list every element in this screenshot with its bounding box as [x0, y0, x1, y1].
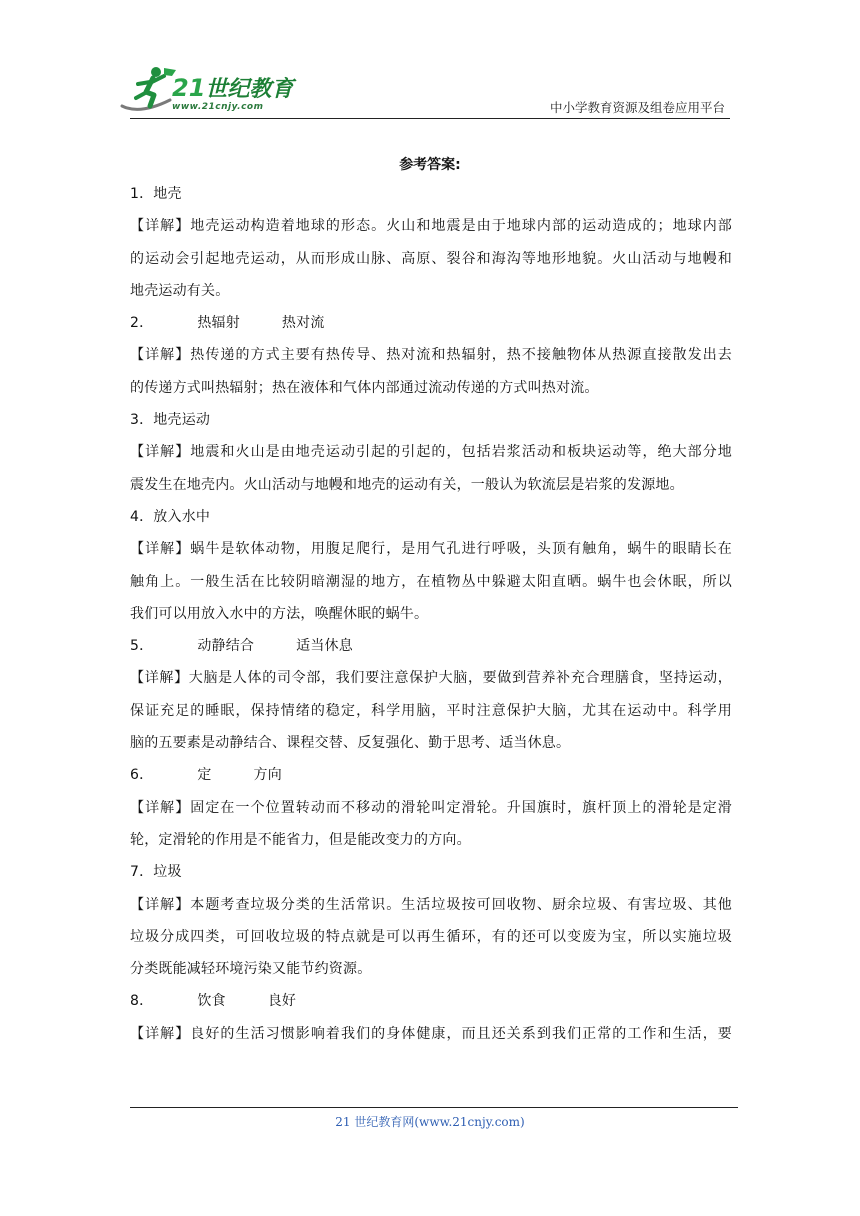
logo-wordmark — [172, 76, 293, 102]
question-8-answer-1: 饮食 — [197, 993, 226, 1010]
question-4-detail-line-2: 触角上。一般生活在比较阴暗潮湿的地方，在植物丛中躲避太阳直晒。蜗牛也会休眠，所以 — [130, 573, 732, 590]
question-5-detail-line-1: 【详解】大脑是人体的司令部，我们要注意保护大脑，要做到营养补充合理膳食，坚持运动， — [130, 670, 732, 687]
question-4-answer: 4．放入水中 — [130, 508, 211, 525]
question-7-detail-line-1: 【详解】本题考查垃圾分类的生活常识。生活垃圾按可回收物、厨余垃圾、有害垃圾、其他 — [130, 896, 732, 913]
question-7-answer: 7．垃圾 — [130, 864, 182, 881]
question-2-answer-2: 热对流 — [281, 315, 325, 332]
header-divider — [130, 118, 730, 119]
question-4-detail-line-3: 我们可以用放入水中的方法，唤醒休眠的蜗牛。 — [130, 605, 429, 622]
question-1-answer: 1．地壳 — [130, 186, 182, 202]
question-1-detail-line-1: 【详解】地壳运动构造着地球的形态。火山和地震是由于地球内部的运动造成的；地球内部 — [130, 218, 732, 235]
question-5-number: 5． — [130, 638, 154, 655]
question-5-answer-2: 适当休息 — [296, 638, 353, 655]
site-logo[interactable] — [120, 62, 295, 117]
question-4-detail-line-1: 【详解】蜗牛是软体动物，用腹足爬行，是用气孔进行呼吸，头顶有触角，蜗牛的眼睛长在 — [130, 541, 732, 558]
question-6-detail-line-1: 【详解】固定在一个位置转动而不移动的滑轮叫定滑轮。升国旗时，旗杆顶上的滑轮是定滑 — [130, 799, 732, 816]
question-6-detail-line-2: 轮，定滑轮的作用是不能省力，但是能改变力的方向。 — [130, 831, 471, 848]
question-3-answer: 3．地壳运动 — [130, 412, 211, 429]
page-header — [0, 0, 860, 120]
question-6-answer-2: 方向 — [253, 767, 282, 784]
logo-url: www.21cnjy.com — [172, 102, 264, 112]
logo-chinese: 世纪教育 — [205, 77, 294, 102]
page-title: 参考答案: — [399, 157, 461, 173]
question-8-detail-line-1: 【详解】良好的生活习惯影响着我们的身体健康，而且还关系到我们正常的工作和生活，要 — [130, 1025, 732, 1042]
platform-tagline: 中小学教育资源及组卷应用平台 — [549, 100, 725, 115]
question-3-detail-line-1: 【详解】地震和火山是由地壳运动引起的引起的，包括岩浆活动和板块运动等，绝大部分地 — [130, 444, 732, 461]
question-6-answer — [130, 759, 732, 791]
question-2-answer-1: 热辐射 — [197, 315, 240, 332]
question-2-answer — [130, 307, 732, 339]
footer-divider — [130, 1107, 738, 1108]
question-2-number: 2． — [130, 315, 154, 332]
question-2-detail-line-1: 【详解】热传递的方式主要有热传导、热对流和热辐射，热不接触物体从热源直接散发出去 — [130, 347, 732, 364]
question-8-number: 8． — [130, 993, 154, 1010]
question-8-answer — [130, 985, 732, 1017]
question-7-detail-line-3: 分类既能减轻环境污染又能节约资源。 — [130, 961, 372, 978]
footer-link[interactable]: 21 世纪教育网(www.21cnjy.com) — [335, 1115, 525, 1129]
question-1-detail-line-3: 地壳运动有关。 — [130, 282, 230, 299]
question-6-answer-1: 定 — [197, 767, 212, 784]
question-5-answer — [130, 630, 732, 662]
question-1-detail-line-2: 的运动会引起地壳运动，从而形成山脉、高原、裂谷和海沟等地形地貌。火山活动与地幔和 — [130, 250, 732, 267]
question-5-answer-1: 动静结合 — [197, 638, 255, 655]
question-6-number: 6． — [130, 767, 154, 784]
question-8-answer-2: 良好 — [267, 993, 297, 1010]
question-2-detail-line-2: 的传递方式叫热辐射；热在液体和气体内部通过流动传递的方式叫热对流。 — [130, 379, 599, 396]
logo-number: 21 — [172, 74, 206, 102]
question-7-detail-line-2: 垃圾分成四类，可回收垃圾的特点就是可以再生循环，有的还可以变废为宝，所以实施垃圾 — [130, 928, 732, 945]
question-5-detail-line-3: 脑的五要素是动静结合、课程交替、反复强化、勤于思考、适当休息。 — [130, 735, 571, 752]
question-3-detail-line-2: 震发生在地壳内。火山活动与地幔和地壳的运动有关，一般认为软流层是岩浆的发源地。 — [130, 476, 684, 493]
question-5-detail-line-2: 保证充足的睡眠，保持情绪的稳定，科学用脑，平时注意保护大脑，尤其在运动中。科学用 — [130, 702, 732, 719]
answer-list — [130, 178, 732, 1050]
runner-logo-icon — [120, 62, 180, 117]
